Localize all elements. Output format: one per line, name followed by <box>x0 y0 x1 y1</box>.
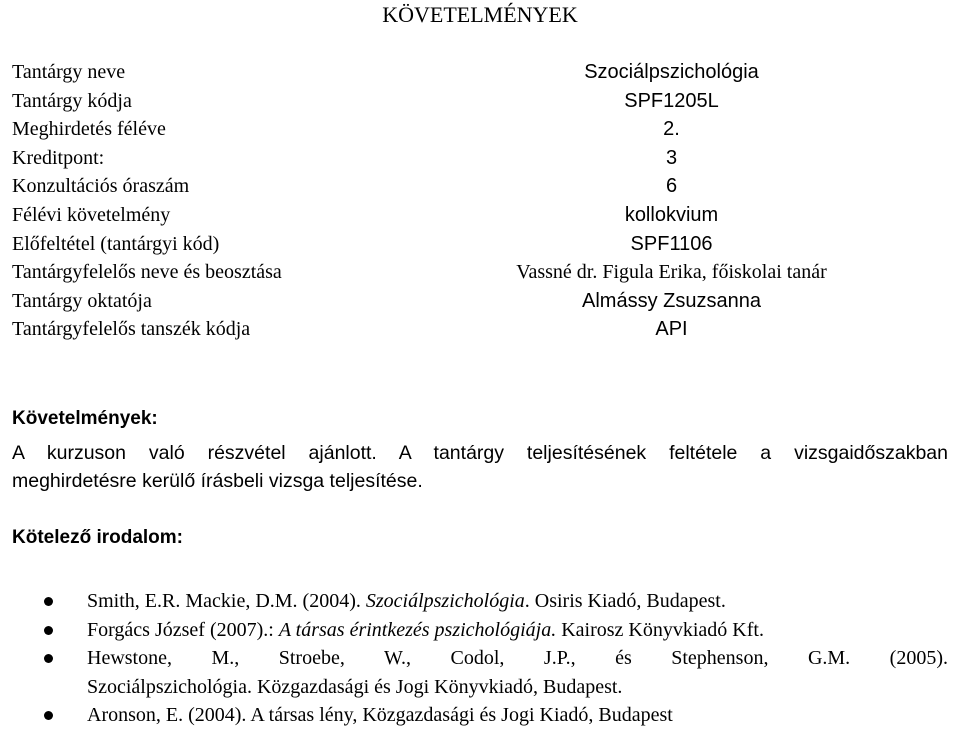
ref-authors: Smith, E.R. Mackie, D.M. (2004). <box>87 590 366 612</box>
info-value: SPF1205L <box>624 89 719 112</box>
ref-title: Szociálpszichológia <box>365 590 525 612</box>
bullet-icon <box>44 597 53 606</box>
list-item <box>0 587 960 616</box>
info-row <box>12 258 960 287</box>
info-label: Kreditpont: <box>12 146 105 169</box>
info-value: API <box>655 318 688 341</box>
bullet-icon <box>44 654 53 663</box>
list-item <box>0 701 960 730</box>
info-label: Előfeltétel (tantárgyi kód) <box>12 232 220 255</box>
info-label: Tantárgy kódja <box>12 89 132 112</box>
info-label: Tantárgyfelelős tanszék kódja <box>12 318 251 341</box>
list-item <box>0 644 960 701</box>
info-label: Félévi követelmény <box>12 203 171 226</box>
info-row <box>12 115 960 144</box>
ref-publisher: Kairosz Könyvkiadó Kft. <box>556 618 764 641</box>
info-row <box>12 87 960 116</box>
info-value: Almássy Zsuzsanna <box>582 289 761 312</box>
info-row <box>12 287 960 316</box>
course-info-table <box>12 58 960 344</box>
info-value: kollokvium <box>624 203 719 226</box>
info-label: Tantárgy neve <box>12 61 126 83</box>
ref-line: Szociálpszichológia. Közgazdasági és Jogi Könyvkiadó, Budapest. <box>87 675 623 698</box>
ref-publisher: . Osiris Kiadó, Budapest. <box>524 590 726 612</box>
info-value: SPF1106 <box>630 232 713 255</box>
literature-list <box>0 587 960 730</box>
requirements-line: A kurzuson való részvétel ajánlott. A tantárgy teljesítésének feltétele a vizsgaidőszakban <box>12 442 948 464</box>
info-row <box>12 230 960 259</box>
ref-title: A társas érintkezés pszichológiája. <box>278 618 557 641</box>
info-row <box>12 315 960 344</box>
info-value: 6 <box>665 175 678 198</box>
info-label: Tantárgy oktatója <box>12 289 152 312</box>
ref-line: Hewstone, M., Stroebe, W., Codol, J.P., és Stephenson, G.M. (2005). <box>87 647 948 669</box>
literature-heading: Kötelező irodalom: <box>12 527 184 548</box>
info-value: 2. <box>663 118 680 141</box>
info-value: Vassné dr. Figula Erika, főiskolai tanár <box>516 261 827 284</box>
info-row <box>12 58 960 87</box>
ref-text: Aronson, E. (2004). A társas lény, Közgazdasági és Jogi Kiadó, Budapest <box>87 704 673 726</box>
requirements-heading: Követelmények: <box>12 408 158 429</box>
requirements-text <box>12 439 948 495</box>
info-row <box>12 201 960 230</box>
info-label: Tantárgyfelelős neve és beosztása <box>12 261 282 284</box>
list-item <box>0 616 960 645</box>
info-value: Szociálpszichológia <box>584 61 759 83</box>
info-label: Meghirdetés féléve <box>12 118 166 141</box>
bullet-icon <box>44 626 53 635</box>
ref-authors: Forgács József (2007).: <box>87 618 279 641</box>
info-value: 3 <box>665 146 678 169</box>
info-row <box>12 144 960 173</box>
page-title: KÖVETELMÉNYEK <box>382 2 578 27</box>
requirements-line: meghirdetésre kerülő írásbeli vizsga teljesítése. <box>12 470 423 492</box>
bullet-icon <box>44 711 53 720</box>
info-row <box>12 172 960 201</box>
info-label: Konzultációs óraszám <box>12 175 190 198</box>
